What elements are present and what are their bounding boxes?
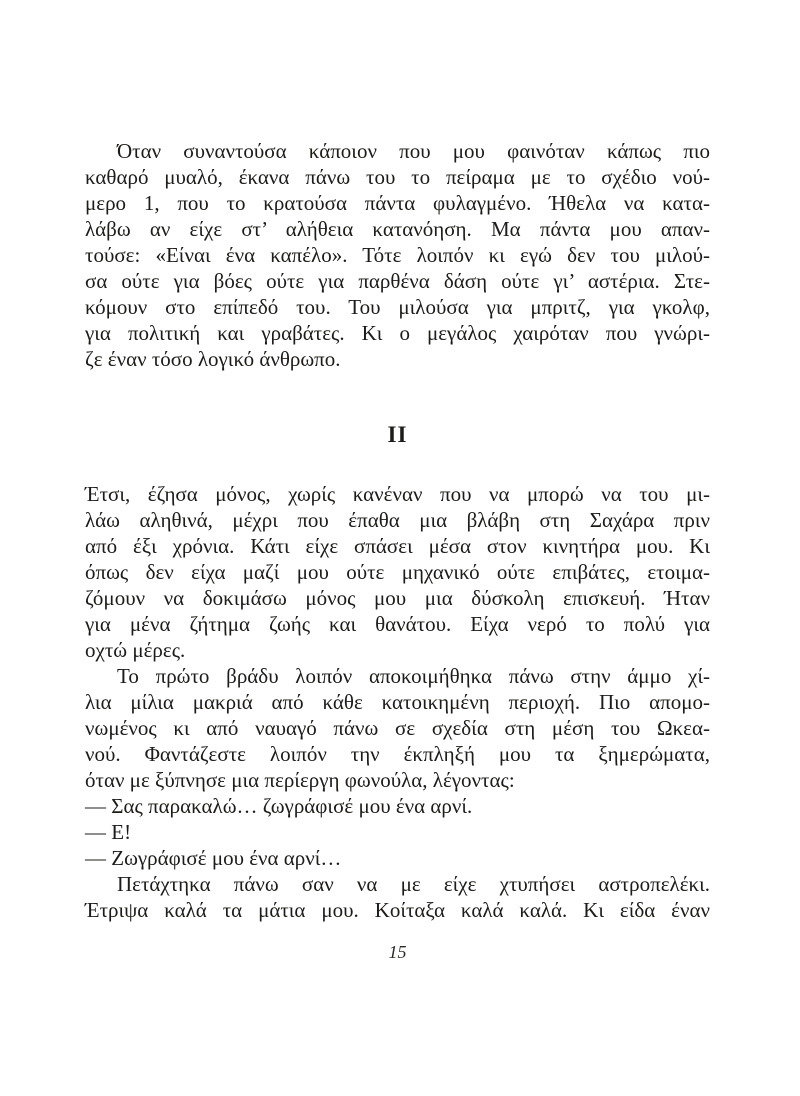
text-line: Έτσι, έζησα μόνος, χωρίς κανέναν που να μπορώ να του μι- bbox=[85, 482, 710, 506]
page-number: 15 bbox=[388, 942, 407, 962]
text-line: λάβω αν είχε στ’ αλήθεια κατανόηση. Μα πάντα μου απαν- bbox=[85, 217, 710, 241]
text-line: ζόμουν να δοκιμάσω μόνος μου μια δύσκολη επισκευή. Ήταν bbox=[85, 586, 710, 610]
text-line: Πετάχτηκα πάνω σαν να με είχε χτυπήσει αστροπελέκι. bbox=[117, 872, 710, 896]
text-line: νωμένος κι από ναυαγό πάνω σε σχεδία στη μέση του Ωκεα- bbox=[85, 716, 710, 740]
text-line: κόμουν στο επίπεδό του. Του μιλούσα για μπριτζ, για γκολφ, bbox=[85, 295, 710, 319]
paragraph bbox=[85, 663, 710, 793]
dialogue-line: — Ε! bbox=[85, 820, 132, 844]
text-line: λάω αληθινά, μέχρι που έπαθα μια βλάβη στη Σαχάρα πριν bbox=[85, 508, 710, 532]
text-line: λια μίλια μακριά από κάθε κατοικημένη περιοχή. Πιο απομο- bbox=[85, 690, 710, 714]
text-line: τούσε: «Είναι ένα καπέλο». Τότε λοιπόν κι εγώ δεν του μιλού- bbox=[85, 243, 710, 267]
text-line: Το πρώτο βράδυ λοιπόν αποκοιμήθηκα πάνω στην άμμο χί- bbox=[117, 664, 710, 688]
dialogue-line: — Ζωγράφισέ μου ένα αρνί… bbox=[85, 846, 342, 870]
text-line: για πολιτική και γραβάτες. Κι ο μεγάλος χαιρόταν που γνώρι- bbox=[85, 321, 710, 345]
paragraph bbox=[85, 871, 710, 923]
text-column bbox=[85, 138, 710, 923]
text-line: για μένα ζήτημα ζωής και θανάτου. Είχα νερό το πολύ για bbox=[85, 612, 710, 636]
text-line: οχτώ μέρες. bbox=[85, 638, 186, 662]
dialogue-line: — Σας παρακαλώ… ζωγράφισέ μου ένα αρνί. bbox=[85, 794, 473, 818]
text-line: Έτριψα καλά τα μάτια μου. Κοίταξα καλά καλά. Κι είδα έναν bbox=[85, 898, 710, 922]
text-line: Όταν συναντούσα κάποιον που μου φαινόταν κάπως πιο bbox=[117, 139, 710, 163]
text-line: σα ούτε για βόες ούτε για παρθένα δάση ούτε γι’ αστέρια. Στε- bbox=[85, 269, 710, 293]
paragraph bbox=[85, 481, 710, 663]
dialogue-block bbox=[85, 793, 710, 871]
text-line: νού. Φαντάζεστε λοιπόν την έκπληξή μου τα ξημερώματα, bbox=[85, 742, 710, 766]
text-line: ζε έναν τόσο λογικό άνθρωπο. bbox=[85, 347, 341, 371]
text-line: όπως δεν είχα μαζί μου ούτε μηχανικό ούτε επιβάτες, ετοιμα- bbox=[85, 560, 710, 584]
paragraph bbox=[85, 138, 710, 372]
text-line: μερο 1, που το κρατούσα πάντα φυλαγμένο. Ήθελα να κατα- bbox=[85, 191, 710, 215]
chapter-heading: II bbox=[387, 422, 408, 447]
text-line: από έξι χρόνια. Κάτι είχε σπάσει μέσα στον κινητήρα μου. Κι bbox=[85, 534, 710, 558]
text-line: καθαρό μυαλό, έκανα πάνω του το πείραμα με το σχέδιο νού- bbox=[85, 165, 710, 189]
text-line: όταν με ξύπνησε μια περίεργη φωνούλα, λέγοντας: bbox=[85, 768, 515, 792]
